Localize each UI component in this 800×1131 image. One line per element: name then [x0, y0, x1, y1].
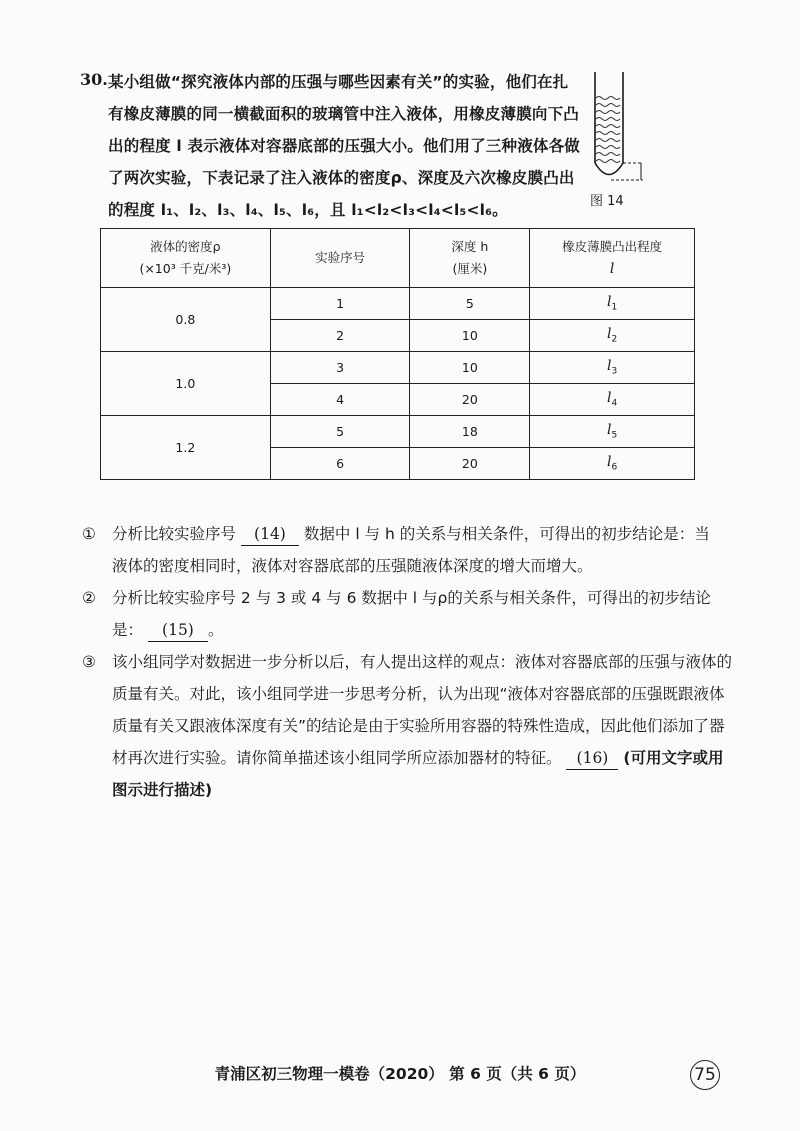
page-number-circle: 75	[690, 1060, 720, 1090]
bulge-cell: $l_5$	[530, 416, 695, 448]
answer-blank-16[interactable]: (16)	[566, 747, 618, 770]
answer-blank-15[interactable]: (15)	[148, 619, 208, 642]
seq-cell: 6	[270, 448, 410, 480]
header-bulge: 橡皮薄膜凸出程度 l	[530, 229, 695, 288]
experiment-table	[100, 228, 695, 480]
sub-question-marker: ②	[82, 589, 96, 607]
bulge-cell: $l_4$	[530, 384, 695, 416]
header-seq: 实验序号	[270, 229, 410, 288]
bulge-cell: $l_3$	[530, 352, 695, 384]
sub-question-marker: ①	[82, 525, 96, 543]
table-row	[101, 288, 695, 320]
intro-line: 的程度 l₁、l₂、l₃、l₄、l₅、l₆，且 l₁<l₂<l₃<l₄<l₅<l₆。	[108, 201, 508, 219]
depth-cell: 10	[410, 352, 530, 384]
sub-question-2: ② 分析比较实验序号 2 与 3 或 4 与 6 数据中 l 与ρ的关系与相关条件，可得出的初步结论 是： (15) 。	[82, 582, 702, 646]
density-cell: 1.2	[101, 416, 271, 480]
seq-cell: 2	[270, 320, 410, 352]
depth-cell: 18	[410, 416, 530, 448]
depth-cell: 10	[410, 320, 530, 352]
depth-cell: 20	[410, 384, 530, 416]
header-depth: 深度 h (厘米)	[410, 229, 530, 288]
seq-cell: 4	[270, 384, 410, 416]
bulge-cell: $l_1$	[530, 288, 695, 320]
intro-line: 出的程度 l 表示液体对容器底部的压强大小。他们用了三种液体各做	[108, 137, 581, 155]
bulge-cell: $l_6$	[530, 448, 695, 480]
seq-cell: 5	[270, 416, 410, 448]
question-number: 30.	[80, 70, 108, 89]
question-intro	[108, 66, 581, 226]
intro-line: 某小组做“探究液体内部的压强与哪些因素有关”的实验，他们在扎	[108, 73, 569, 91]
sub-question-marker: ③	[82, 653, 96, 671]
sub-question-1: ① 分析比较实验序号 (14) 数据中 l 与 h 的关系与相关条件，可得出的初步结论是：当 液体的密度相同时，液体对容器底部的压强随液体深度的增大而增大。	[82, 518, 702, 582]
bulge-cell: $l_2$	[530, 320, 695, 352]
density-cell: 0.8	[101, 288, 271, 352]
table-row	[101, 416, 695, 448]
answer-blank-14[interactable]: (14)	[241, 523, 299, 546]
intro-line: 了两次实验，下表记录了注入液体的密度ρ、深度及六次橡皮膜凸出	[108, 169, 575, 187]
seq-cell: 3	[270, 352, 410, 384]
intro-line: 有橡皮薄膜的同一横截面积的玻璃管中注入液体，用橡皮薄膜向下凸	[108, 105, 580, 123]
header-density: 液体的密度ρ (×10³ 千克/米³)	[101, 229, 271, 288]
depth-cell: 5	[410, 288, 530, 320]
depth-cell: 20	[410, 448, 530, 480]
seq-cell: 1	[270, 288, 410, 320]
figure-label: 图 14	[590, 194, 624, 209]
page-footer: 青浦区初三物理一模卷（2020） 第 6 页（共 6 页）	[214, 1065, 586, 1083]
table-header-row	[101, 229, 695, 288]
sub-question-3: ③ 该小组同学对数据进一步分析以后，有人提出这样的观点：液体对容器底部的压强与液体的 质量有关。对此，该小组同学进一步思考分析，认为出现“液体对容器底部的压强既跟液体 质量有关又跟液体深度有关”的结论是由于实验所用容器的特殊性造成，因此他们添加了器 材再次进行实验。请你简单描述该小组同学所应添加器材的特征。 (16) (可用文字或用 图示进行描述)	[82, 646, 702, 806]
table-row	[101, 352, 695, 384]
density-cell: 1.0	[101, 352, 271, 416]
